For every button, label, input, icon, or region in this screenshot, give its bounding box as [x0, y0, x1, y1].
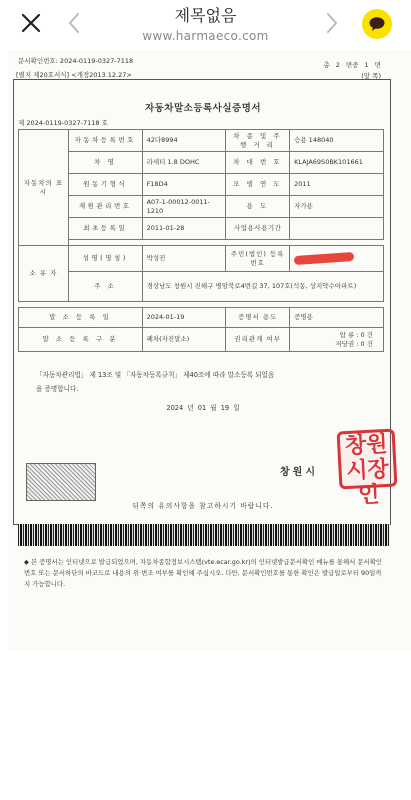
usage-value: 자가용 — [290, 196, 384, 218]
car-name-value: 라세티 1.8 DOHC — [142, 152, 226, 174]
type-value: 승용 148040 — [290, 130, 384, 152]
cert-use-value: 증명용 — [290, 308, 384, 328]
page-info: 총 2 면중 1 면 — [323, 61, 381, 69]
barcode-strip-bottom — [18, 540, 390, 545]
front-side-label: (앞 쪽) — [361, 72, 381, 80]
redaction-mark — [294, 252, 354, 265]
dereg-type-value: 폐차(자진말소) — [142, 328, 226, 352]
address-value: 경상남도 창원시 진해구 병암북로4번길 37, 107호(석동, 상지약수아파트) — [142, 272, 383, 302]
vin-label: 차 대 번 호 — [226, 152, 290, 174]
spec-no-label: 제원관리번호 — [68, 196, 142, 218]
form-reference: [별지 제20호서식] <개정2013.12.27> — [16, 71, 132, 79]
spec-no-value: A07-1-00012-0011-1210 — [142, 196, 226, 218]
seizure-count: 압 류 : 0 건 — [339, 331, 373, 339]
document-title: 자동차말소등록사실증명서 — [144, 103, 262, 114]
engine-label: 원동기형식 — [68, 174, 142, 196]
mortgage-count: 저당권 : 0 건 — [335, 339, 373, 348]
doc-confirm-number: 문서확인번호: 2024-0119-0327-7118 — [18, 57, 134, 65]
page-url: www.harmaeco.com — [142, 29, 269, 43]
verification-footnote: ◆ 본 증명서는 인터넷으로 발급되었으며, 자동차종합정보시스템(vte.ecar.go.kr)의 인터넷발급문서확인 메뉴를 통해서 문서확인번호 또는 문서하단의 바코드로 내용의 위·변조 여부를 확인해 주십시오. 다만, 문서확인번호를 통한 확인은 발급일로부터 90일까지 가능합니다. — [24, 558, 383, 588]
cert-use-label: 증명서 용도 — [226, 308, 290, 328]
certificate-document — [8, 50, 411, 650]
certification-statement — [36, 368, 376, 396]
chevron-right-icon[interactable] — [320, 9, 344, 37]
dereg-date-value: 2024-01-19 — [142, 308, 226, 328]
rights-value — [290, 328, 384, 352]
notice-reference: 뒤쪽의 유의사항을 참고하시기 바랍니다. — [132, 502, 274, 510]
usage-label: 용 도 — [226, 196, 290, 218]
id-number-label: 주민(법인) 등록번호 — [226, 246, 290, 272]
close-icon[interactable] — [16, 8, 46, 38]
law-text-line-1: 「자동차관리법」 제 13조 및 「자동차등록규칙」 제40조에 따라 말소등록 되었음 — [36, 371, 275, 379]
issue-date: 2024 년 01 월 19 일 — [166, 404, 240, 412]
barcode-image — [26, 463, 96, 501]
title-area — [100, 6, 311, 44]
official-seal: 창원 시장인 — [337, 429, 398, 490]
first-reg-label: 최초등록일 — [68, 218, 142, 240]
reg-no-label: 자동차등록번호 — [68, 130, 142, 152]
biz-period-value — [290, 218, 384, 240]
type-label: 차 종 및 주 행 거 리 — [226, 130, 290, 152]
issuer-name: 창원시 — [280, 467, 318, 478]
model-year-label: 모 델 연 도 — [226, 174, 290, 196]
dereg-date-label: 말 소 등 록 일 — [19, 308, 143, 328]
model-year-value: 2011 — [290, 174, 384, 196]
owner-name-label: 성명(명칭) — [68, 246, 142, 272]
issue-number: 제 2024-0119-0327-7118 호 — [18, 119, 108, 127]
owner-category-label: 소 유 자 — [19, 246, 69, 302]
chevron-left-icon[interactable] — [62, 9, 86, 37]
car-name-label: 차 명 — [68, 152, 142, 174]
rights-label: 권리관계 여부 — [226, 328, 290, 352]
certificate-table — [18, 129, 384, 352]
owner-name-value: 박성진 — [142, 246, 226, 272]
page-title: 제목없음 — [174, 6, 237, 25]
address-label: 주 소 — [68, 272, 142, 302]
vehicle-category-label: 자동차의 표 시 — [19, 130, 69, 246]
dereg-type-label: 말 소 등 록 구 분 — [19, 328, 143, 352]
law-text-line-2: 을 증명합니다. — [36, 385, 79, 393]
kakaotalk-icon — [362, 9, 392, 39]
engine-value: F18D4 — [142, 174, 226, 196]
vin-value: KLAJA69S0BK101661 — [290, 152, 384, 174]
id-number-value — [290, 246, 384, 272]
reg-no-value: 42다8994 — [142, 130, 226, 152]
first-reg-value: 2011-01-28 — [142, 218, 226, 240]
top-bar — [0, 0, 411, 48]
kakaotalk-button[interactable] — [362, 9, 392, 39]
biz-period-label: 사업용사용기간 — [226, 218, 290, 240]
